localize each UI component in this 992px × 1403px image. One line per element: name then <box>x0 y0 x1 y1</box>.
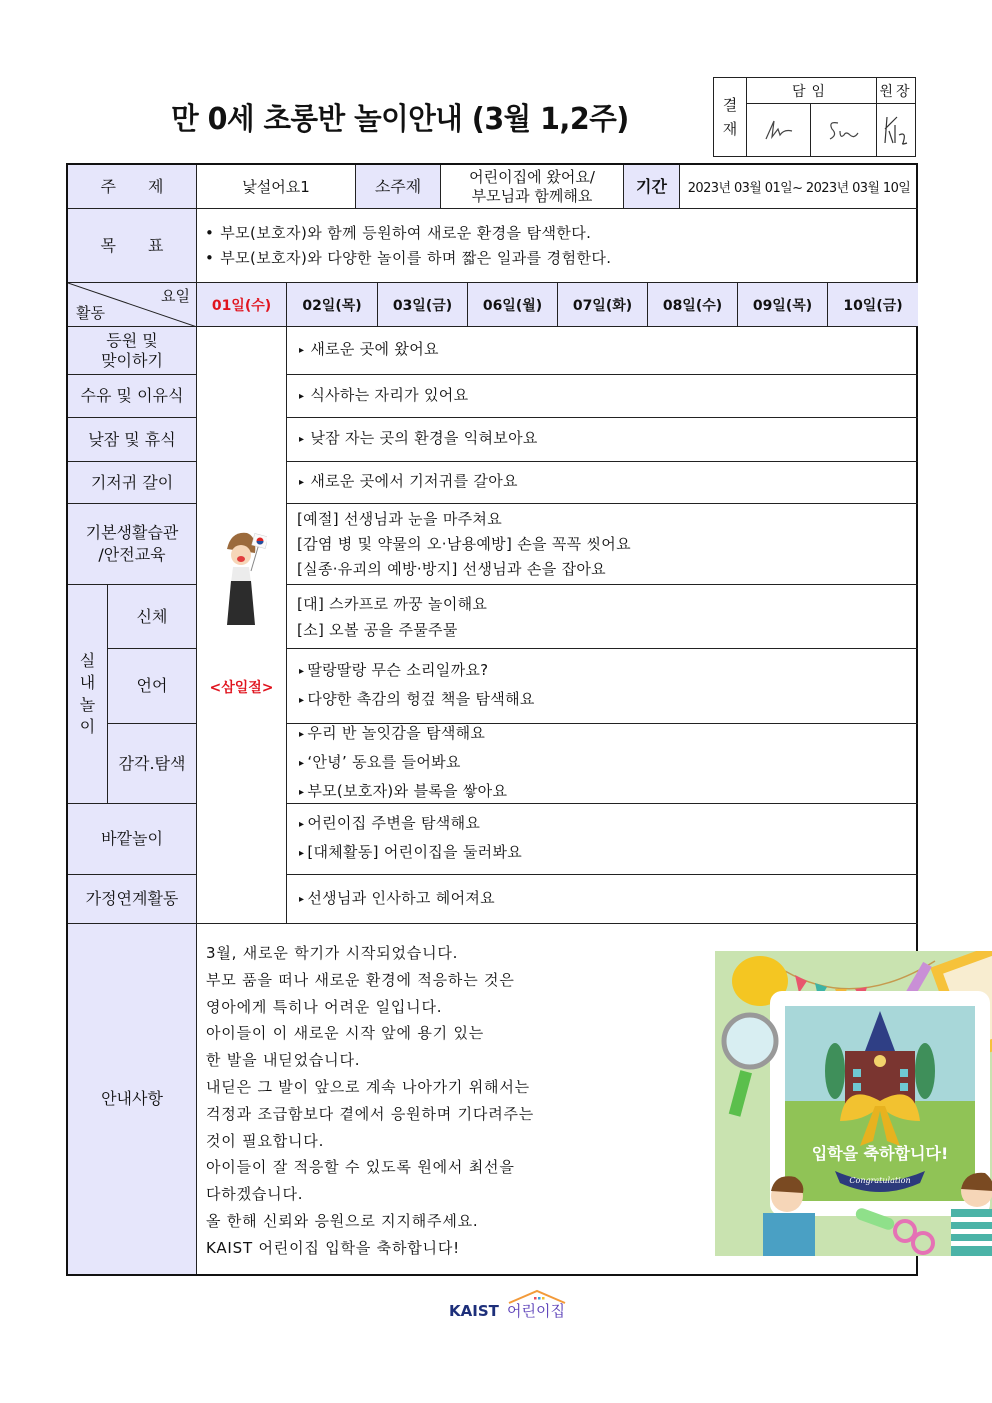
outdoor-content <box>287 804 918 875</box>
activity-item: ▸ 선생님과 인사하고 헤어져요 <box>299 885 495 914</box>
notice-text <box>206 940 534 1262</box>
notice-line: 걱정과 조급함보다 곁에서 응원하며 기다려주는 <box>206 1104 535 1123</box>
day-header-07: 07일(화) <box>558 283 648 327</box>
signature-icon <box>881 113 911 147</box>
notice-line: 아이들이 잘 적응할 수 있도록 원에서 최선을 <box>206 1158 515 1177</box>
activity-item: ▸ 식사하는 자리가 있어요 <box>299 382 468 411</box>
director-signature <box>877 104 915 156</box>
day-header-10: 10일(금) <box>828 283 918 327</box>
sensory-label: 감각.탐색 <box>108 724 197 804</box>
habits-label-line-2: /안전교육 <box>98 545 166 564</box>
feeding-label: 수유 및 이유식 <box>68 375 197 418</box>
notice-line: 올 한해 신뢰와 응원으로 지지해주세요. <box>206 1211 479 1230</box>
subtheme-value <box>441 165 624 209</box>
approval-box <box>713 77 916 157</box>
day-activity-corner <box>68 283 197 327</box>
day-header-08: 08일(수) <box>648 283 738 327</box>
notice-line: 영아에게 특히나 어려운 일입니다. <box>206 997 443 1016</box>
notice-label: 안내사항 <box>68 924 197 1274</box>
corner-activity-label: 활동 <box>76 304 105 322</box>
habits-content <box>287 504 918 585</box>
diaper-label: 기저귀 갈이 <box>68 462 197 504</box>
period-label: 기간 <box>624 165 680 209</box>
day-header-06: 06일(월) <box>468 283 558 327</box>
activity-item: ▸ 어린이집 주변을 탐색해요 <box>299 810 480 839</box>
indoor-play-label <box>68 585 108 804</box>
outdoor-label: 바깥놀이 <box>68 804 197 875</box>
feeding-content <box>287 375 918 418</box>
theme-value: 낯설어요1 <box>197 165 356 209</box>
language-content <box>287 649 918 724</box>
notice-line: 것이 필요합니다. <box>206 1131 325 1150</box>
notice-line: 다하겠습니다. <box>206 1185 304 1204</box>
teacher-signature-1 <box>747 104 811 156</box>
signature-icon <box>824 117 864 143</box>
page-title: 만 0세 초롱반 놀이안내 (3월 1,2주) <box>171 102 629 137</box>
arrival-content <box>287 327 918 375</box>
activity-item: ▸ 새로운 곳에서 기저귀를 갈아요 <box>299 468 518 497</box>
home-link-label: 가정연계활동 <box>68 875 197 924</box>
approval-side-label <box>714 78 747 156</box>
logo-kaist-text: KAIST <box>449 1302 499 1320</box>
arrival-label-line-2: 맞이하기 <box>101 350 163 370</box>
notice-line: 부모 품을 떠나 새로운 환경에 적응하는 것은 <box>206 970 515 989</box>
indoor-char: 내 <box>79 673 96 692</box>
approval-side-char-1: 결 <box>722 96 738 114</box>
activity-item: [대] 스카프로 까꿍 놀이해요 <box>297 594 488 613</box>
day-header-03: 03일(금) <box>378 283 468 327</box>
activity-item: [소] 오볼 공을 주물주물 <box>297 620 458 639</box>
activity-item: ▸ 새로운 곳에 왔어요 <box>299 336 439 365</box>
weekly-plan-table <box>66 163 949 1276</box>
indoor-char: 실 <box>79 651 96 670</box>
activity-item: ▸ 부모(보호자)와 블록을 쌓아요 <box>299 778 507 807</box>
activity-item: [예절] 선생님과 눈을 마주쳐요 <box>297 509 502 528</box>
illustration-caption: 입학을 축하합니다! <box>811 1144 949 1163</box>
notice-line: 3월, 새로운 학기가 시작되었습니다. <box>206 944 459 962</box>
notice-line: KAIST 어린이집 입학을 축하합니다! <box>206 1238 460 1257</box>
notice-line: 내딛은 그 발이 앞으로 계속 나아가기 위해서는 <box>206 1077 530 1096</box>
goals-label: 목 표 <box>68 209 197 283</box>
subtheme-line-2: 부모님과 함께해요 <box>471 186 593 205</box>
signature-icon <box>762 117 796 143</box>
girl-with-korean-flag-icon <box>217 527 267 627</box>
physical-label: 신체 <box>108 585 197 649</box>
subtheme-line-1: 어린이집에 왔어요/ <box>469 167 595 186</box>
approval-header-director: 원장 <box>877 78 915 104</box>
kaist-logo-icon <box>449 1289 573 1323</box>
theme-label: 주 제 <box>68 165 197 209</box>
logo-childcare-text: 어린이집 <box>507 1302 565 1320</box>
approval-header-teacher: 담임 <box>747 78 877 104</box>
indoor-char: 놀 <box>79 695 96 714</box>
congratulations-illustration <box>715 951 992 1256</box>
corner-day-label: 요일 <box>161 287 190 305</box>
habits-label <box>68 504 197 585</box>
activity-item: ▸ 낮잠 자는 곳의 환경을 익혀보아요 <box>299 425 538 454</box>
teacher-signature-2 <box>811 104 877 156</box>
notice-line: 아이들이 이 새로운 시작 앞에 용기 있는 <box>206 1024 485 1043</box>
activity-item: [감염 병 및 약물의 오·남용예방] 손을 꼭꼭 씻어요 <box>297 534 631 553</box>
kaist-childcare-logo <box>449 1289 573 1323</box>
arrival-label-line-1: 등원 및 <box>106 330 158 350</box>
activity-item: ▸ [대체활동] 어린이집을 둘러봐요 <box>299 839 522 868</box>
day-header-01: 01일(수) <box>197 283 287 327</box>
goal-item: • 부모(보호자)와 함께 등원하여 새로운 환경을 탐색한다. <box>205 221 591 246</box>
day-header-02: 02일(목) <box>287 283 378 327</box>
indoor-char: 이 <box>79 717 96 736</box>
holiday-label: <삼일절> <box>209 680 274 696</box>
physical-content <box>287 585 918 649</box>
holiday-column <box>197 327 287 924</box>
activity-item: ▸ 우리 반 놀잇감을 탐색해요 <box>299 720 485 749</box>
notice-content <box>197 924 949 1274</box>
arrival-label <box>68 327 197 375</box>
illustration-ribbon-text: Congratulation <box>849 1176 911 1185</box>
activity-item: [실종·유괴의 예방·방지] 선생님과 손을 잡아요 <box>297 559 606 578</box>
goals-list <box>197 209 918 283</box>
goal-item: • 부모(보호자)와 다양한 놀이를 하며 짧은 일과를 경험한다. <box>205 246 611 271</box>
activity-item: ▸ ‘안녕’ 동요를 들어봐요 <box>299 749 461 778</box>
language-label: 언어 <box>108 649 197 724</box>
nap-content <box>287 418 918 462</box>
approval-side-char-2: 재 <box>722 120 738 138</box>
subtheme-label: 소주제 <box>356 165 441 209</box>
notice-line: 한 발을 내딛었습니다. <box>206 1051 361 1070</box>
school-admission-illustration-icon <box>715 951 992 1256</box>
activity-item: ▸ 다양한 촉감의 헝겊 책을 탐색해요 <box>299 686 535 715</box>
nap-label: 낮잠 및 휴식 <box>68 418 197 462</box>
activity-item: ▸ 딸랑딸랑 무슨 소리일까요? <box>299 657 488 686</box>
day-header-09: 09일(목) <box>738 283 828 327</box>
sensory-content <box>287 724 918 804</box>
diaper-content <box>287 462 918 504</box>
home-link-content <box>287 875 918 924</box>
habits-label-line-1: 기본생활습관 <box>85 523 179 542</box>
period-value: 2023년 03월 01일~ 2023년 03월 10일 <box>680 165 918 209</box>
